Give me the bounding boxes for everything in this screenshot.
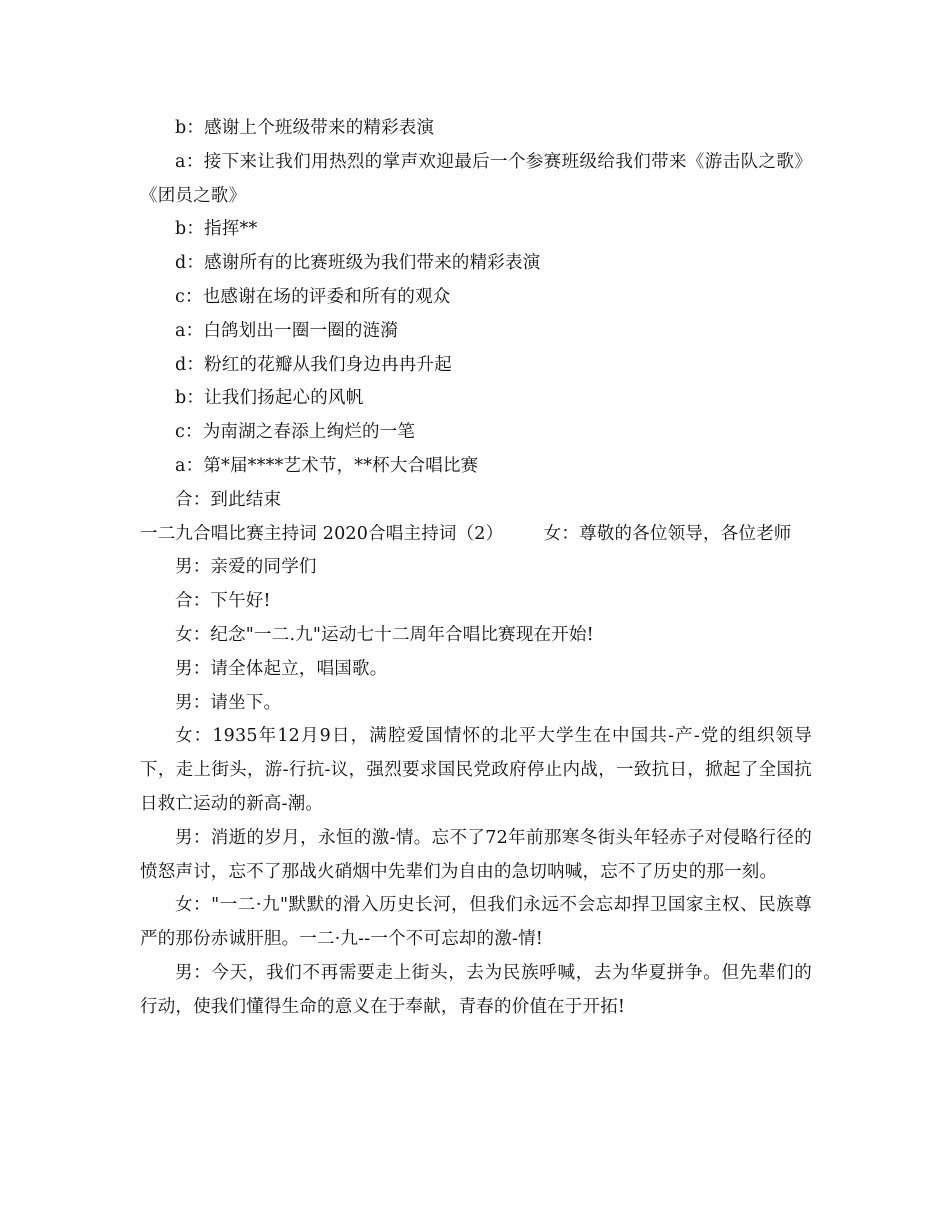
paragraph: a：第*届****艺术节，**杯大合唱比赛 <box>175 455 479 476</box>
paragraph: c：为南湖之春添上绚烂的一笔 <box>175 422 416 443</box>
document-body <box>140 112 812 1025</box>
paragraph: 男：请坐下。 <box>175 692 282 713</box>
paragraph: a：接下来让我们用热烈的掌声欢迎最后一个参赛班级给我们带来《游击队之歌》《团员之歌》 <box>140 151 812 206</box>
paragraph: 女："一二·九"默默的滑入历史长河，但我们永远不会忘却捍卫国家主权、民族尊严的那份赤诚肝胆。一二·九--一个不可忘却的激-情! <box>140 895 812 950</box>
section-heading-line: 一二九合唱比赛主持词 2020合唱主持词（2） 女：尊敬的各位领导，各位老师 <box>140 523 792 544</box>
paragraph: 女：纪念"一二.九"运动七十二周年合唱比赛现在开始! <box>175 624 594 645</box>
paragraph: b：指挥** <box>175 219 258 240</box>
paragraph: 男：请全体起立，唱国歌。 <box>175 658 388 679</box>
paragraph: 合：下午好! <box>175 591 271 612</box>
paragraph: b：感谢上个班级带来的精彩表演 <box>175 118 435 138</box>
paragraph: b：让我们扬起心的风帆 <box>175 388 364 409</box>
paragraph: d：粉红的花瓣从我们身边冉冉升起 <box>175 354 452 375</box>
paragraph: 男：亲爱的同学们 <box>175 557 317 578</box>
paragraph: 男：消逝的岁月，永恒的激-情。忘不了72年前那寒冬街头年轻赤子对侵略行径的愤怒声讨，忘不了那战火硝烟中先辈们为自由的急切呐喊，忘不了历史的那一刻。 <box>140 827 812 882</box>
paragraph: c：也感谢在场的评委和所有的观众 <box>175 286 451 307</box>
paragraph: a：白鸽划出一圈一圈的涟漪 <box>175 320 399 341</box>
paragraph: 男：今天，我们不再需要走上街头，去为民族呼喊，去为华夏拼争。但先辈们的行动，使我们懂得生命的意义在于奉献，青春的价值在于开拓! <box>140 962 812 1017</box>
paragraph: 女：1935年12月9日，满腔爱国情怀的北平大学生在中国共-产-党的组织领导下，走上街头，游-行抗-议，强烈要求国民党政府停止内战，一致抗日，掀起了全国抗日救亡运动的新高-潮。 <box>140 726 812 814</box>
paragraph: 合：到此结束 <box>175 489 282 510</box>
paragraph: d：感谢所有的比赛班级为我们带来的精彩表演 <box>175 253 541 274</box>
